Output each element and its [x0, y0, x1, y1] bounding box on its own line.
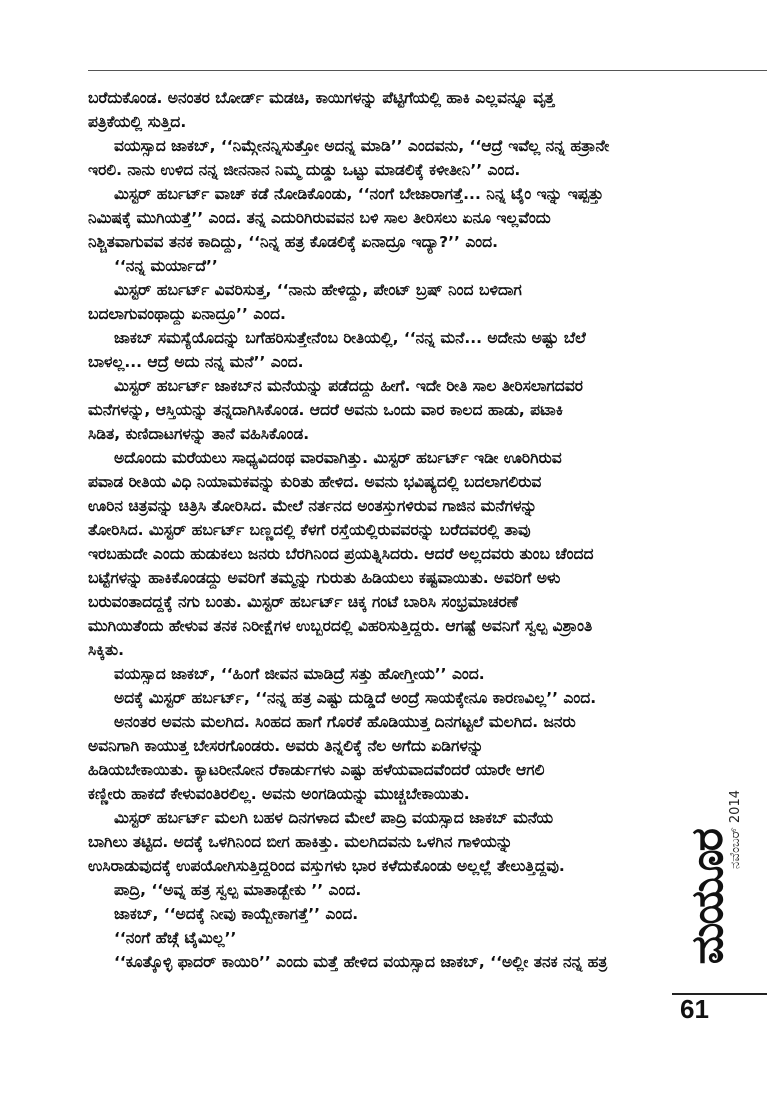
text-line: ಬರೆದುಕೊಂಡ. ಅನಂತರ ಬೋರ್ಡ್ ಮಡಚಿ, ಕಾಯಿಗಳನ್ನು ಪೆಟ್ಟಿಗೆಯಲ್ಲಿ ಹಾಕಿ ಎಲ್ಲವನ್ನೂ ವೃತ್ತ: [88, 89, 555, 107]
text-line: ಮಿಸ್ಟರ್ ಹರ್ಬರ್ಟ್ ವಿವರಿಸುತ್ತ, ‘‘ನಾನು ಹೇಳಿದ್ದು, ಪೇಂಟ್ ಬ್ರಷ್ ನಿಂದ ಬಳಿದಾಗ: [114, 281, 522, 299]
text-line: ಪವಾಡ ರೀತಿಯ ವಿಧಿ ನಿಯಾಮಕವನ್ನು ಕುರಿತು ಹೇಳಿದ. ಅವನು ಭವಿಷ್ಯದಲ್ಲಿ ಬದಲಾಗಲಿರುವ: [88, 473, 542, 491]
paragraph: [88, 182, 666, 254]
text-line: ನಿಮಿಷಕ್ಕೆ ಮುಗಿಯತ್ತೆ’’ ಎಂದ. ತನ್ನ ಎದುರಿಗಿರುವವನ ಬಳಿ ಸಾಲ ತೀರಿಸಲು ಏನೂ ಇಲ್ಲವೆಂದು: [88, 209, 551, 227]
text-line: ವಯಸ್ಸಾದ ಜಾಕಬ್, ‘‘ಹಿಂಗೆ ಜೀವನ ಮಾಡಿದ್ರೆ ಸತ್ತು ಹೋಗ್ತೀಯ’’ ಎಂದ.: [114, 665, 485, 683]
paragraph: [88, 134, 666, 182]
paragraph: [88, 254, 666, 278]
text-line: ತೋರಿಸಿದ. ಮಿಸ್ಟರ್ ಹರ್ಬರ್ಟ್ ಬಣ್ಣದಲ್ಲಿ ಕೆಳಗೆ ರಸ್ತೆಯಲ್ಲಿರುವವರನ್ನು ಬರೆದವರಲ್ಲಿ ತಾವು: [88, 521, 531, 539]
text-line: ಅದೊಂದು ಮರೆಯಲು ಸಾಧ್ಯವಿದಂಥ ವಾರವಾಗಿತ್ತು. ಮಿಸ್ಟರ್ ಹರ್ಬರ್ಟ್ ಇಡೀ ಊರಿಗಿರುವ: [114, 449, 562, 467]
text-line: ಮಿಸ್ಟರ್ ಹರ್ಬರ್ಟ್ ಜಾಕಬ್‌ನ ಮನೆಯನ್ನು ಪಡೆದದ್ದು ಹೀಗೆ. ಇದೇ ರೀತಿ ಸಾಲ ತೀರಿಸಲಾಗದವರ: [114, 377, 583, 395]
text-line: ಪಾದ್ರಿ, ‘‘ಅವ್ನ ಹತ್ರ ಸ್ವಲ್ಪ ಮಾತಾಡ್ಬೇಕು ’’ ಎಂದ.: [114, 881, 362, 899]
text-line: ಬಟ್ಟೆಗಳನ್ನು ಹಾಕಿಕೊಂಡದ್ದು ಅವರಿಗೆ ತಮ್ಮನ್ನು ಗುರುತು ಹಿಡಿಯಲು ಕಷ್ಟವಾಯಿತು. ಅವರಿಗೆ ಅಳು: [88, 569, 561, 587]
text-line: ಬಾಳಲ್ಲ... ಆದ್ರೆ ಅದು ನನ್ನ ಮನೆ’’ ಎಂದ.: [88, 353, 304, 371]
paragraph: [88, 86, 666, 134]
text-line: ಸಿಕ್ಕಿತು.: [88, 641, 124, 659]
paragraph: [88, 278, 666, 326]
text-line: ಇರಬಹುದೇ ಎಂದು ಹುಡುಕಲು ಜನರು ಬೆರಗಿನಿಂದ ಪ್ರಯತ್ನಿಸಿದರು. ಆದರೆ ಅಲ್ಲದವರು ತುಂಬ ಚೆಂದದ: [88, 545, 594, 563]
text-line: ನಿಶ್ಚಿತವಾಗುವವ ತನಕ ಕಾದಿದ್ದು, ‘‘ನಿನ್ನ ಹತ್ರ ಕೊಡಲಿಕ್ಕೆ ಏನಾದ್ರೂ ಇದ್ಯಾ?’’ ಎಂದ.: [88, 233, 499, 251]
text-line: ಮಿಸ್ಟರ್ ಹರ್ಬರ್ಟ್ ವಾಚ್ ಕಡೆ ನೋಡಿಕೊಂಡು, ‘‘ನಂಗೆ ಬೇಜಾರಾಗತ್ತೆ... ನಿನ್ನ ಟೈಂ ಇನ್ನು ಇಪ್ಪತ್ತು: [114, 185, 604, 203]
text-line: ಕಣ್ಣೀರು ಹಾಕದೆ ಕೇಳುವಂತಿರಲಿಲ್ಲ. ಅವನು ಅಂಗಡಿಯನ್ನು ಮುಚ್ಚಬೇಕಾಯಿತು.: [88, 785, 470, 803]
paragraph: [88, 446, 666, 662]
text-line: ಇರಲಿ. ನಾನು ಉಳಿದ ನನ್ನ ಜೀನನಾನ ನಿಮ್ಮ ದುಡ್ಡು ಒಟ್ಟು ಮಾಡಲಿಕ್ಕೆ ಕಳೀತೀನಿ’’ ಎಂದ.: [88, 161, 521, 179]
text-line: ವಯಸ್ಸಾದ ಜಾಕಬ್, ‘‘ನಿಮ್ಗೇನನ್ನಿಸುತ್ತೋ ಅದನ್ನ ಮಾಡಿ’’ ಎಂದವನು, ‘‘ಆದ್ರೆ ಇವೆಲ್ಲ ನನ್ನ ಹತ್ರಾನೇ: [114, 137, 610, 155]
paragraph: [88, 686, 666, 710]
paragraph: [88, 806, 666, 878]
text-line: ಊರಿನ ಚಿತ್ರವನ್ನು ಚಿತ್ರಿಸಿ ತೋರಿಸಿದ. ಮೇಲೆ ನರ್ತನದ ಅಂತಸ್ತುಗಳಿರುವ ಗಾಜಿನ ಮನೆಗಳನ್ನು: [88, 497, 538, 515]
magazine-masthead: [672, 790, 752, 990]
text-line: ಮನೆಗಳನ್ನು, ಆಸ್ತಿಯನ್ನು ತನ್ನದಾಗಿಸಿಕೊಂಡ. ಆದರೆ ಅವನು ಒಂದು ವಾರ ಕಾಲದ ಹಾಡು, ಪಟಾಕಿ: [88, 401, 563, 419]
text-line: ಅವನಿಗಾಗಿ ಕಾಯುತ್ತ ಬೇಸರಗೊಂಡರು. ಅವರು ತಿನ್ನಲಿಕ್ಕೆ ನೆಲ ಅಗೆದು ಏಡಿಗಳನ್ನು: [88, 737, 484, 755]
paragraph: [88, 374, 666, 446]
top-divider: [88, 70, 767, 71]
text-line: ‘‘ನಂಗೆ ಹೆಚ್ಗೆ ಟೈಮಿಲ್ಲ’’: [114, 929, 237, 947]
text-line: ‘‘ಕೂತ್ಕೊಳ್ಳಿ ಫಾದರ್ ಕಾಯಿರಿ’’ ಎಂದು ಮತ್ತೆ ಹೇಳಿದ ವಯಸ್ಸಾದ ಜಾಕಬ್, ‘‘ಅಲ್ಲೀ ತನಕ ನನ್ನ ಹತ್ರ: [114, 953, 608, 971]
text-line: ಮಿಸ್ಟರ್ ಹರ್ಬರ್ಟ್ ಮಲಗಿ ಬಹಳ ದಿನಗಳಾದ ಮೇಲೆ ಪಾದ್ರಿ ವಯಸ್ಸಾದ ಜಾಕಬ್ ಮನೆಯ: [114, 809, 554, 827]
text-line: ಜಾಕಬ್ ಸಮಸ್ಯೆಯೊದನ್ನು ಬಗೆಹರಿಸುತ್ತೇನೆಂಬ ರೀತಿಯಲ್ಲಿ, ‘‘ನನ್ನ ಮನೆ... ಅದೇನು ಅಷ್ಟು ಬೆಲೆ: [114, 329, 586, 347]
paragraph: [88, 710, 666, 806]
paragraph: [88, 662, 666, 686]
text-line: ಅನಂತರ ಅವನು ಮಲಗಿದ. ಸಿಂಹದ ಹಾಗೆ ಗೊರಕೆ ಹೊಡಿಯುತ್ತ ದಿನಗಟ್ಟಲೆ ಮಲಗಿದ. ಜನರು: [114, 713, 576, 731]
text-line: ಸಿಡಿತ, ಕುಣಿದಾಟಗಳನ್ನು ತಾನೆ ವಹಿಸಿಕೊಂಡ.: [88, 425, 310, 443]
magazine-logo: ಮಯೂರ: [682, 830, 733, 965]
text-line: ಮುಗಿಯಿತೆಂದು ಹೇಳುವ ತನಕ ನಿರೀಕ್ಷೆಗಳ ಉಬ್ಬರದಲ್ಲಿ ವಿಹರಿಸುತ್ತಿದ್ದರು. ಆಗಷ್ಟೆ ಅವನಿಗೆ ಸ್ವಲ್ಪ ವಿಶ್ರಾಂತಿ: [88, 617, 593, 635]
text-line: ಪತ್ರಿಕೆಯಲ್ಲಿ ಸುತ್ತಿದ.: [88, 113, 187, 131]
text-line: ಅದಕ್ಕೆ ಮಿಸ್ಟರ್ ಹರ್ಬರ್ಟ್, ‘‘ನನ್ನ ಹತ್ರ ಎಷ್ಟು ದುಡ್ಡಿದೆ ಅಂದ್ರೆ ಸಾಯಕ್ಕೇನೂ ಕಾರಣವಿಲ್ಲ’’ ಎಂದ.: [114, 689, 597, 707]
article-body: [88, 86, 666, 974]
text-line: ಉಸಿರಾಡುವುದಕ್ಕೆ ಉಪಯೋಗಿಸುತ್ತಿದ್ದರಿಂದ ವಸ್ತುಗಳು ಭಾರ ಕಳೆದುಕೊಂಡು ಅಲ್ಲಲ್ಲೆ ತೇಲುತ್ತಿದ್ದವು.: [88, 857, 565, 875]
paragraph: [88, 950, 666, 974]
text-line: ಬಾಗಿಲು ತಟ್ಟಿದ. ಅದಕ್ಕೆ ಒಳಗಿನಿಂದ ಬೀಗ ಹಾಕಿತ್ತು. ಮಲಗಿದವನು ಒಳಗಿನ ಗಾಳಿಯನ್ನು: [88, 833, 513, 851]
paragraph: [88, 326, 666, 374]
text-line: ಜಾಕಬ್, ‘‘ಅದಕ್ಕೆ ನೀವು ಕಾಯ್ಬೇಕಾಗತ್ತೆ’’ ಎಂದ.: [114, 905, 359, 923]
text-line: ‘‘ನನ್ನ ಮರ್ಯಾದೆ’’: [114, 257, 218, 275]
text-line: ಹಿಡಿಯಬೇಕಾಯಿತು. ಕ್ಯಾಟರೀನೋನ ರೆಕಾರ್ಡುಗಳು ಎಷ್ಟು ಹಳೆಯವಾದವೆಂದರೆ ಯಾರೇ ಆಗಲಿ: [88, 761, 545, 779]
page-number: 61: [680, 994, 709, 1024]
issue-date: ನವೆಂಬರ್ 2014: [728, 790, 743, 869]
paragraph: [88, 878, 666, 902]
text-line: ಬದಲಾಗುವಂಥಾದ್ದು ಏನಾದ್ರೂ’’ ಎಂದ.: [88, 305, 286, 323]
paragraph: [88, 926, 666, 950]
paragraph: [88, 902, 666, 926]
text-line: ಬರುವಂತಾದದ್ದಕ್ಕೆ ನಗು ಬಂತು. ಮಿಸ್ಟರ್ ಹರ್ಬರ್ಟ್ ಚಿಕ್ಕ ಗಂಟೆ ಬಾರಿಸಿ ಸಂಭ್ರಮಾಚರಣೆ: [88, 593, 518, 611]
